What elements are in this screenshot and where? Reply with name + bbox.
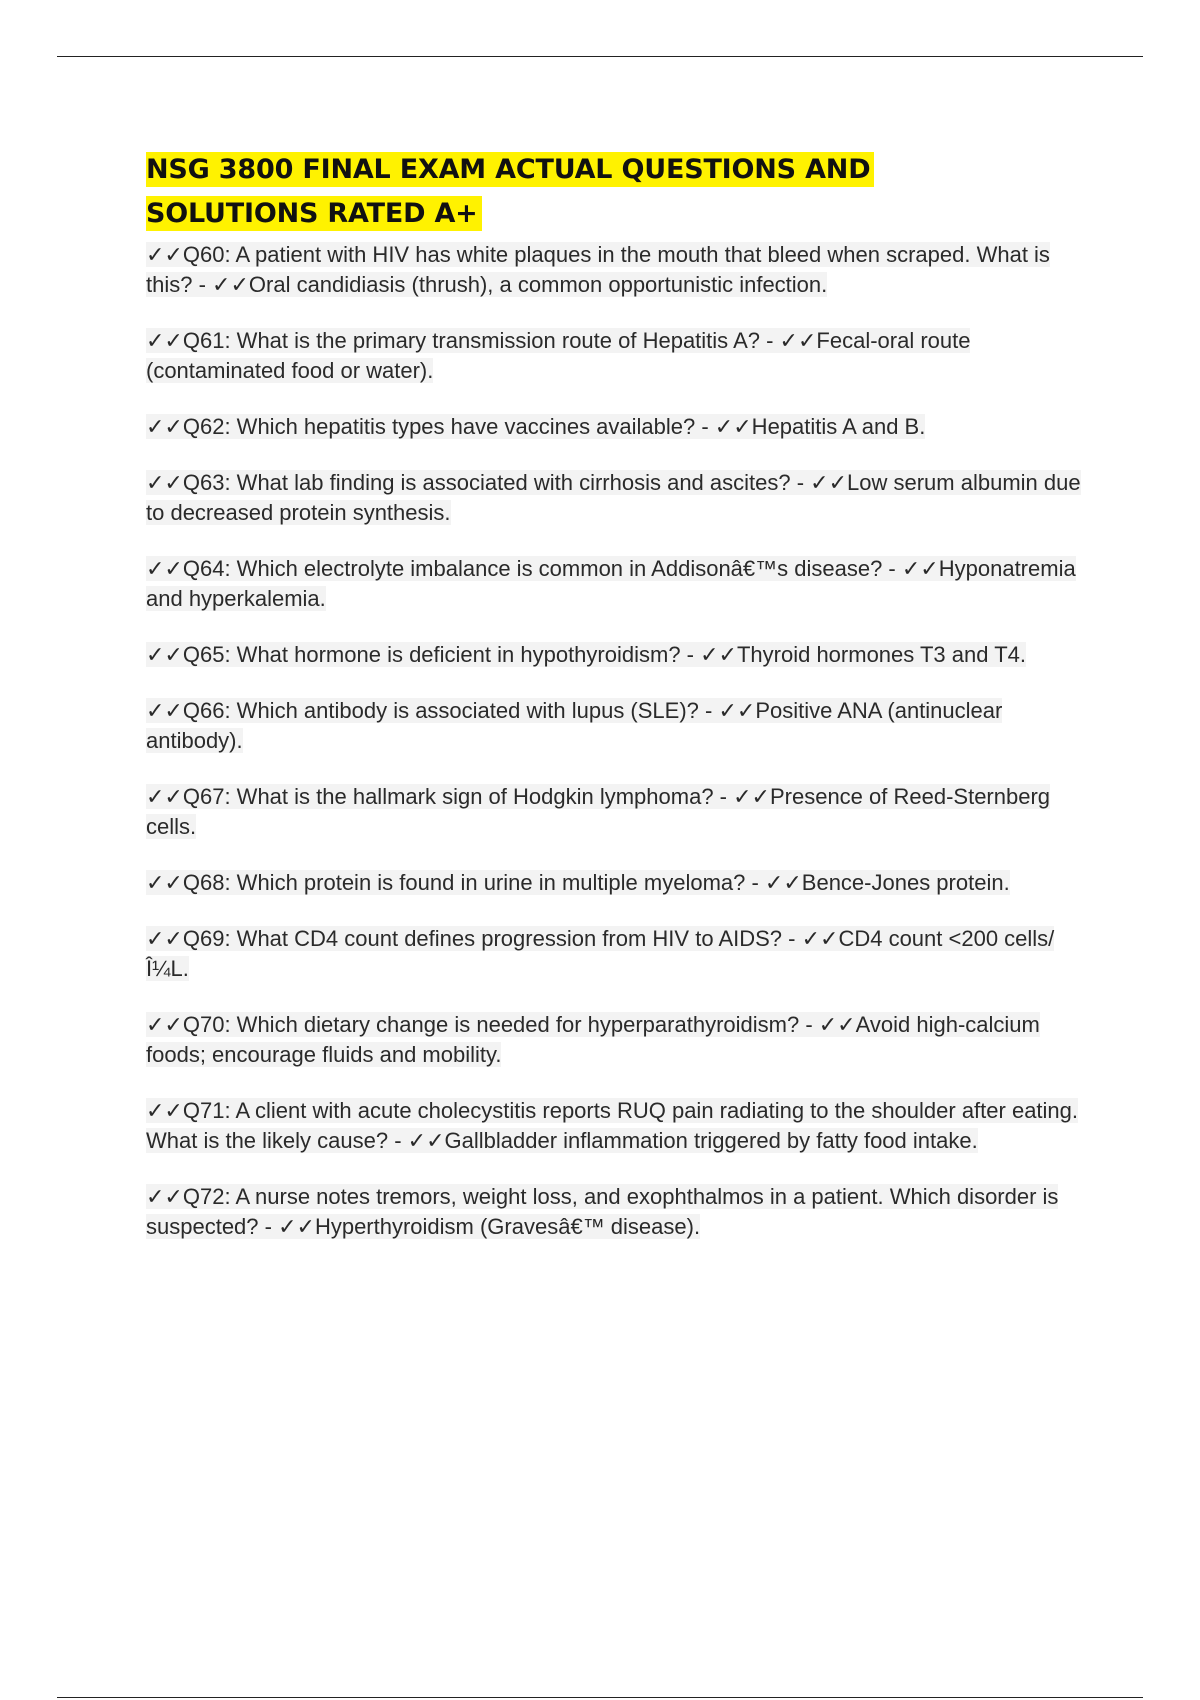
page-content	[146, 148, 1096, 1268]
qa-text: ✓✓Q65: What hormone is deficient in hypothyroidism? - ✓✓Thyroid hormones T3 and T4.	[146, 642, 1026, 667]
qa-item-q62	[146, 412, 1096, 442]
qa-text: ✓✓Q63: What lab finding is associated with cirrhosis and ascites? - ✓✓Low serum albumin due to decreased protein synthesis.	[146, 470, 1081, 525]
qa-item-q68	[146, 868, 1096, 898]
qa-item-q63	[146, 468, 1096, 528]
qa-item-q60	[146, 240, 1096, 300]
qa-text: ✓✓Q71: A client with acute cholecystitis reports RUQ pain radiating to the shoulder after eating. What is the likely cause? - ✓✓Gallbladder inflammation triggered by fatty food intake.	[146, 1098, 1079, 1153]
qa-item-q67	[146, 782, 1096, 842]
qa-item-q69	[146, 924, 1096, 984]
qa-text: ✓✓Q72: A nurse notes tremors, weight loss, and exophthalmos in a patient. Which disorder is suspected? - ✓✓Hyperthyroidism (Gravesâ€™ disease).	[146, 1184, 1059, 1239]
qa-item-q66	[146, 696, 1096, 756]
qa-item-q64	[146, 554, 1096, 614]
qa-list	[146, 240, 1096, 1242]
qa-item-q72	[146, 1182, 1096, 1242]
qa-text: ✓✓Q60: A patient with HIV has white plaques in the mouth that bleed when scraped. What is this? - ✓✓Oral candidiasis (thrush), a common opportunistic infection.	[146, 242, 1050, 297]
qa-text: ✓✓Q62: Which hepatitis types have vaccines available? - ✓✓Hepatitis A and B.	[146, 414, 926, 439]
qa-text: ✓✓Q64: Which electrolyte imbalance is common in Addisonâ€™s disease? - ✓✓Hyponatremia and hyperkalemia.	[146, 556, 1076, 611]
qa-text: ✓✓Q69: What CD4 count defines progression from HIV to AIDS? - ✓✓CD4 count <200 cells/Î¼L.	[146, 926, 1055, 981]
qa-item-q70	[146, 1010, 1096, 1070]
bottom-rule	[57, 1697, 1143, 1698]
qa-text: ✓✓Q68: Which protein is found in urine in multiple myeloma? - ✓✓Bence-Jones protein.	[146, 870, 1010, 895]
document-title-line-1: NSG 3800 FINAL EXAM ACTUAL QUESTIONS AND	[146, 152, 874, 187]
document-title	[146, 148, 1096, 236]
qa-item-q61	[146, 326, 1096, 386]
qa-text: ✓✓Q66: Which antibody is associated with lupus (SLE)? - ✓✓Positive ANA (antinuclear antibody).	[146, 698, 1003, 753]
qa-text: ✓✓Q61: What is the primary transmission route of Hepatitis A? - ✓✓Fecal-oral route (contaminated food or water).	[146, 328, 971, 383]
qa-text: ✓✓Q67: What is the hallmark sign of Hodgkin lymphoma? - ✓✓Presence of Reed-Sternberg cells.	[146, 784, 1051, 839]
qa-item-q71	[146, 1096, 1096, 1156]
qa-item-q65	[146, 640, 1096, 670]
qa-text: ✓✓Q70: Which dietary change is needed for hyperparathyroidism? - ✓✓Avoid high-calcium foods; encourage fluids and mobility.	[146, 1012, 1040, 1067]
top-rule	[57, 56, 1143, 57]
document-title-line-2: SOLUTIONS RATED A+	[146, 196, 482, 231]
